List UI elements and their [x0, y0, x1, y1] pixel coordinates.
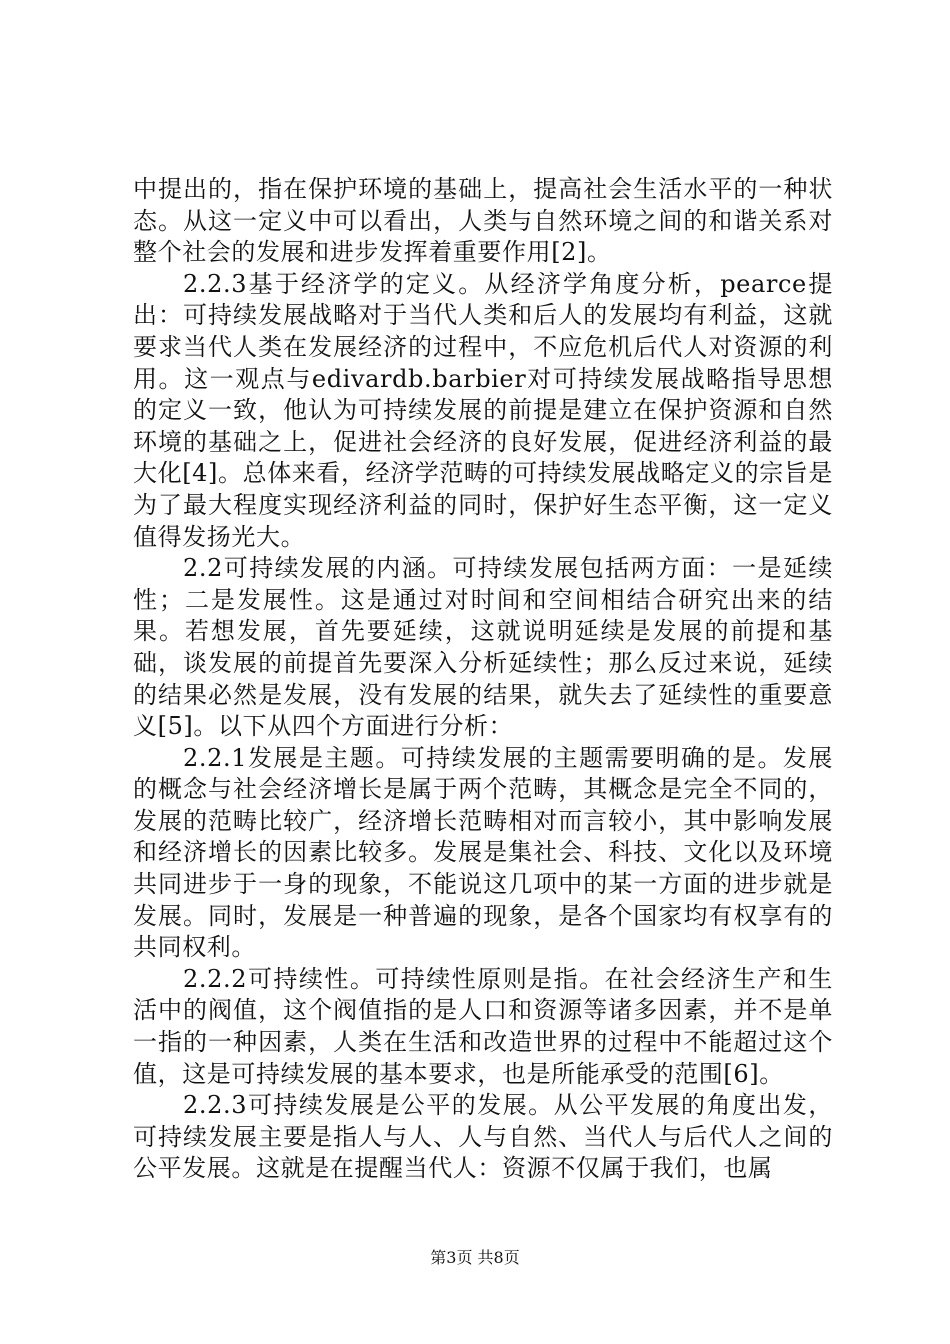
- paragraph-connotation: 2.2可持续发展的内涵。可持续发展包括两方面：一是延续性；二是发展性。这是通过对时间和空间相结合研究出来的结果。若想发展，首先要延续，这就说明延续是发展的前提和基础，谈发展的前提首先要深入分析延续性；那么反过来说，延续的结果必然是发展，没有发展的结果，就失去了延续性的重要意义[5]。以下从四个方面进行分析：: [133, 554, 833, 741]
- paragraph-economics-definition: 2.2.3基于经济学的定义。从经济学角度分析，pearce提出：可持续发展战略对于当代人类和后人的发展均有利益，这就要求当代人类在发展经济的过程中，不应危机后代人对资源的利用。这一观点与edivardb.barbier对可持续发展战略指导思想的定义一致，他认为可持续发展的前提是建立在保护资源和自然环境的基础之上，促进社会经济的良好发展，促进经济利益的最大化[4]。总体来看，经济学范畴的可持续发展战略定义的宗旨是为了最大程度实现经济利益的同时，保护好生态平衡，这一定义值得发扬光大。: [133, 269, 833, 551]
- paragraph-continuation: 中提出的，指在保护环境的基础上，提高社会生活水平的一种状态。从这一定义中可以看出，人类与自然环境之间的和谐关系对整个社会的发展和进步发挥着重要作用[2]。: [133, 175, 833, 267]
- paragraph-fair-development: 2.2.3可持续发展是公平的发展。从公平发展的角度出发，可持续发展主要是指人与人、人与自然、当代人与后代人之间的公平发展。这就是在提醒当代人：资源不仅属于我们，也属: [133, 1091, 833, 1183]
- paragraph-development-theme: 2.2.1发展是主题。可持续发展的主题需要明确的是。发展的概念与社会经济增长是属于两个范畴，其概念是完全不同的，发展的范畴比较广，经济增长范畴相对而言较小，其中影响发展和经济增长的因素比较多。发展是集社会、科技、文化以及环境共同进步于一身的现象，不能说这几项中的某一方面的进步就是发展。同时，发展是一种普遍的现象，是各个国家均有权享有的共同权利。: [133, 743, 833, 962]
- body-text: [133, 174, 833, 1185]
- paragraph-sustainability: 2.2.2可持续性。可持续性原则是指。在社会经济生产和生活中的阀值，这个阀值指的是人口和资源等诸多因素，并不是单一指的一种因素，人类在生活和改造世界的过程中不能超过这个值，这是可持续发展的基本要求，也是所能承受的范围[6]。: [133, 964, 833, 1088]
- page-number-footer: 第3页 共8页: [430, 1248, 520, 1267]
